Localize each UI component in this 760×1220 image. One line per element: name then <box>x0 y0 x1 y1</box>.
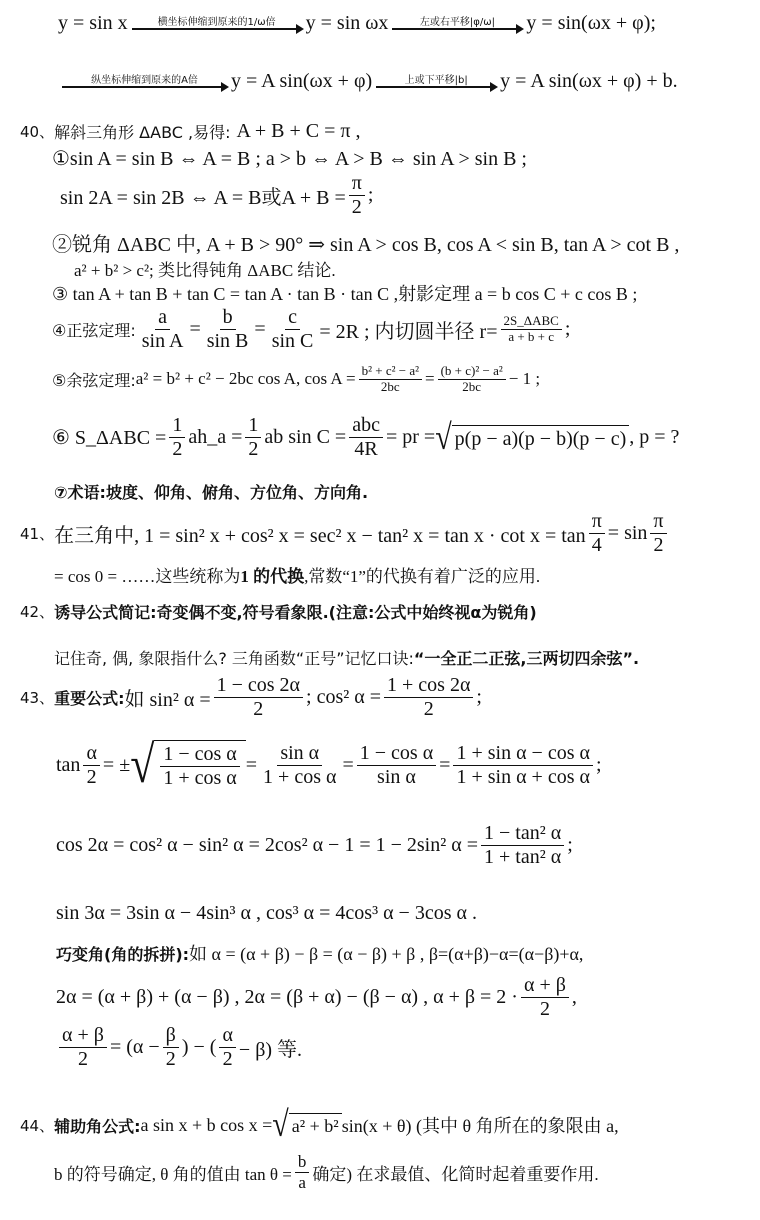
item-41-line-2: = cos 0 = ……这些统称为 1 的代换 ,常数“1”的代换有着广泛的应用. <box>54 567 541 586</box>
item-40-line-9: ⑦术语:坡度、仰角、俯角、方位角、方向角. <box>54 483 369 502</box>
item-43-line-3: cos 2α = cos² α − sin² α = 2cos² α − 1 = 1 − 2sin² α = $\frac{\text{1 − tan² α}}{\text{1 + tan² α}}$ ; <box>56 822 573 868</box>
item-40-title <box>20 120 360 143</box>
item-44-line-1: 44、 辅助角公式: a sin x + b cos x = √ a² + b² sin(x + θ) (其中 θ 角所在的象限由 a, <box>20 1104 619 1145</box>
arrow-vertical-shift <box>376 75 496 88</box>
half-angle-sqrt: √ $\frac{\text{1 − cos α}}{\text{1 + cos α}}$ <box>130 740 246 790</box>
item-43-line-7: $\frac{\alpha + \beta}{2}$ = (α − $\frac{\beta}{2}$ ) − ( $\frac{\alpha}{2}$ − β) 等. <box>56 1024 302 1071</box>
arrow-horizontal-stretch <box>132 17 302 30</box>
item-title: 解斜三角形 ΔABC ,易得: <box>54 123 231 142</box>
item-40-line-3: ②锐角 ΔABC 中, A + B > 90° ⇒ sin A > cos B, cos A < sin B, tan A > cot B , <box>52 234 680 256</box>
item-40-line-1: ①sin A = sin B ⇔ A = B ; a > b ⇔ A > B ⇔ sin A > sin B ; <box>52 148 527 170</box>
expr-sin-wx-phi: y = sin(ωx + φ); <box>526 12 656 34</box>
arrow-label: 上或下平移|b| <box>404 75 468 86</box>
item-40-line-4: a² + b² > c²; 类比得钝角 ΔABC 结论. <box>74 261 336 280</box>
item-42-title: 42、 诱导公式简记:奇变偶不变,符号看象限.(注意:公式中始终视α为锐角) <box>20 603 537 622</box>
fraction-pi-2: $\frac{\pi}{2}$ <box>349 172 365 219</box>
arrow-label: 纵坐标伸缩到原来的A倍 <box>91 75 198 86</box>
item-43-line-5: 巧变角(角的拆拼): 如 α = (α + β) − β = (α − β) + β , β=(α+β)−α=(α−β)+α, <box>56 944 584 964</box>
item-41-line-1: 41、 在三角中, 1 = sin² x + cos² x = sec² x − tan² x = tan x · cot x = tan $\frac{\pi}{4}$ = sin $\frac{\pi}{2}$ <box>20 510 670 557</box>
arrow-label: 左或右平移|φ/ω| <box>419 17 495 28</box>
heron-sqrt: √ p(p − a)(p − b)(p − c) <box>435 423 629 453</box>
amplitude-sqrt: √ a² + b² <box>272 1110 341 1140</box>
item-40-line-2: sin 2A = sin 2B ⇔ A = B或A + B = $\frac{\pi}{2}$ ; <box>60 172 374 218</box>
item-43-line-2: tan $\frac{\alpha}{2}$ = ± √ $\frac{\text{1 − cos α}}{\text{1 + cos α}}$ = $\frac{\text{sin α}}{\text{1 + cos α}}$ = $\frac{\text{1 − cos α}}{\text{sin α}}$ = $\frac{\text{1 + sin α − cos α}}{\text{1 + sin α + cos α}}$ ; <box>56 735 602 794</box>
expr-sin-x: y = sin x <box>58 12 128 34</box>
inradius-fraction: $\frac{\text{2S\_ΔABC}}{a + b + c}$ <box>501 314 562 345</box>
expr-asin-b: y = A sin(ωx + φ) + b. <box>500 70 678 92</box>
item-43-line-6: 2α = (α + β) + (α − β) , 2α = (β + α) − (β − α) , α + β = 2 · $\frac{\alpha + \beta}{2}$ , <box>56 974 577 1020</box>
transform-line-2 <box>58 70 678 93</box>
item-40-line-8: ⑥ S_ΔABC = $\frac{1}{2}$ ah_a = $\frac{1}{2}$ ab sin C = $\frac{\text{abc}}{4R}$ = pr = √ p(p − a)(p − b)(p − c) , p = ? <box>52 414 680 460</box>
arrow-label: 横坐标伸缩到原来的1/ω倍 <box>157 17 276 28</box>
item-43-line-1: 43、 重要公式: 如 sin² α = $\frac{1 - \cos 2\alpha}{2}$ ; cos² α = $\frac{1 + \cos 2\alpha}{2}$ ; <box>20 674 482 720</box>
angle-sum: A + B + C = π , <box>236 120 361 142</box>
item-42-line-2: 记住奇, 偶, 象限指什么? 三角函数“正号”记忆口诀: “一全正二正弦,三两切四余弦”. <box>54 649 640 668</box>
arrow-vertical-stretch <box>62 75 227 88</box>
item-40-line-6: ④正弦定理: $\frac{a}{\text{sin A}}$ = $\frac{b}{\text{sin B}}$ = $\frac{c}{\text{sin C}}$ = 2R ; 内切圆半径 r= $\frac{\text{2S\_ΔABC}}{a + b + c}$ ; <box>52 306 571 352</box>
arrow-horizontal-shift <box>392 17 522 30</box>
item-number: 40、 <box>20 123 55 141</box>
expr-asin: y = A sin(ωx + φ) <box>231 70 373 92</box>
expr-sin-wx: y = sin ωx <box>305 12 389 34</box>
item-44-line-2: b 的符号确定, θ 角的值由 tan θ = $\frac{b}{a}$ 确定) 在求最值、化简时起着重要作用. <box>54 1152 599 1192</box>
item-40-line-5: ③ tan A + tan B + tan C = tan A · tan B · tan C ,射影定理 a = b cos C + c cos B ; <box>52 284 638 304</box>
item-40-line-7: ⑤余弦定理: a² = b² + c² − 2bc cos A, cos A = $\frac{\text{b² + c² − a²}}{2bc}$ = $\frac{\text{(b + c)² − a²}}{2bc}$ − 1 ; <box>52 363 541 394</box>
item-43-line-4: sin 3α = 3sin α − 4sin³ α , cos³ α = 4cos³ α − 3cos α . <box>56 902 477 924</box>
transform-line-1 <box>58 12 656 35</box>
